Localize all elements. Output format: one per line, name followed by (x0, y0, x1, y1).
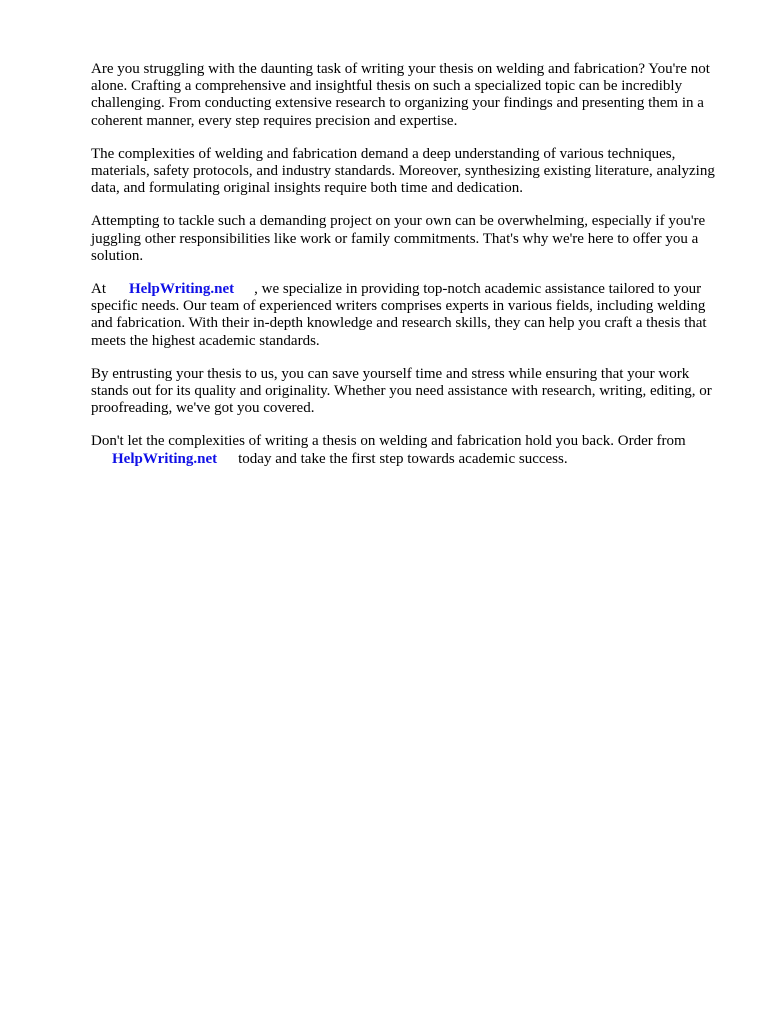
paragraph-cta-text: today and take the first step towards academic success. (238, 450, 568, 467)
paragraph-complexities: The complexities of welding and fabrication demand a deep understanding of various techniques, materials, safety protocols, and industry standards. Moreover, synthesizing existing literature, analyzing data, and formulating original insights require both time and dedication. (91, 145, 715, 197)
helpwriting-link-cta[interactable]: HelpWriting.net (112, 450, 218, 467)
paragraph-services-lead: At (91, 281, 106, 298)
paragraph-call-to-action (91, 433, 727, 467)
helpwriting-link[interactable]: HelpWriting.net (129, 281, 235, 298)
paragraph-benefits: By entrusting your thesis to us, you can save yourself time and stress while ensuring that your work stands out for its quality and originality. Whether you need assistance with research, writing, editing, or proofreading, we've got you covered. (91, 365, 712, 417)
paragraph-cta-lead: Don't let the complexities of writing a thesis on welding and fabrication hold you back. Order from (91, 433, 686, 450)
document-body (91, 61, 727, 484)
paragraph-services (91, 281, 727, 350)
paragraph-services-text: , we specialize in providing top-notch academic assistance tailored to your specific needs. Our team of experienced writers comprises experts in various fields, including welding and fabrication. With their in-depth knowledge and research skills, they can help you craft a thesis that meets the highest academic standards. (91, 281, 707, 349)
paragraph-overwhelming: Attempting to tackle such a demanding project on your own can be overwhelming, especially if you're juggling other responsibilities like work or family commitments. That's why we're here to offer you a solution. (91, 213, 706, 264)
paragraph-intro: Are you struggling with the daunting task of writing your thesis on welding and fabrication? You're not alone. Crafting a comprehensive and insightful thesis on such a specialized topic can be incredibly challenging. From conducting extensive research to organizing your findings and presenting them in a coherent manner, every step requires precision and expertise. (91, 61, 710, 129)
